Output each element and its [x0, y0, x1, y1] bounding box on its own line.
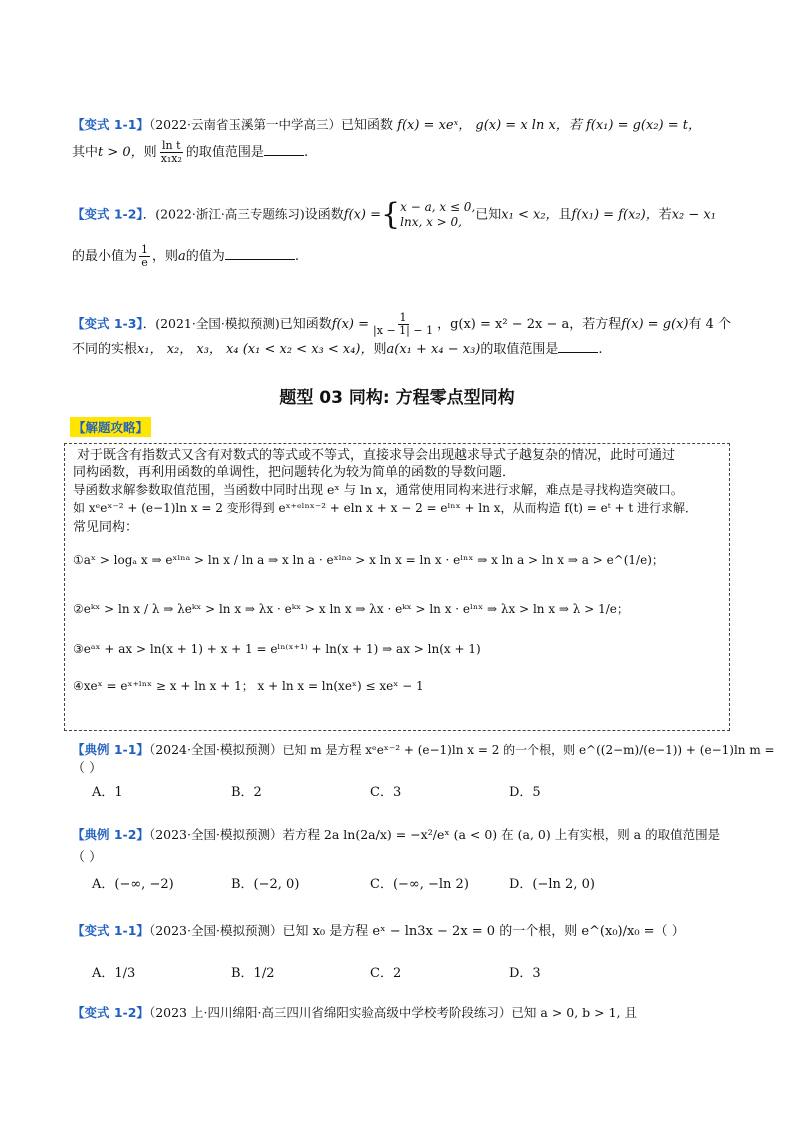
option-a[interactable]: A．1 [92, 785, 123, 800]
problem-label: 【变式 1-1】 [72, 117, 149, 132]
problem-text: 已知 x₀ 是方程 eˣ − ln3x − 2x = 0 的一个根，则 e^(x₀)/x₀ =（ ） [282, 924, 685, 939]
section-heading: 题型 03 同构: 方程零点型同构 [279, 388, 515, 408]
problem-source: ．(2022·浙江·高三专题练习) [142, 206, 305, 222]
problem-text: 若 [658, 207, 672, 223]
problem-variant-1-1-line2 [72, 140, 308, 165]
option-a[interactable]: A．1/3 [92, 966, 136, 981]
math-expr: f(x₁) = g(x₂) = t， [585, 118, 701, 133]
problem-variant-1-2-line1 [72, 197, 716, 232]
isomorphism-formula-4: ④xeˣ = eˣ⁺ˡⁿˣ ≥ x + ln x + 1； x + ln x = ln(xeˣ) ≤ xeˣ − 1 [73, 679, 424, 693]
problem-text: . [294, 249, 299, 264]
problem-label: 【变式 1-2】 [72, 206, 143, 222]
problem-label: 【变式 1-1】 [72, 923, 149, 938]
strategy-text-line: 常见同构： [73, 520, 139, 535]
fraction-numerator: 1 [141, 243, 149, 256]
problem-text: 的最小值为 [72, 249, 138, 264]
problem-label: 【典例 1-2】 [72, 827, 149, 842]
answer-paren: （ ） [72, 761, 103, 776]
problem-variant-1-2-line2 [72, 244, 299, 269]
option-d[interactable]: D．3 [509, 966, 541, 981]
answer-blank [558, 340, 598, 353]
problem-text: 已知函数 [340, 118, 393, 133]
strategy-text-line: 同构函数，再利用函数的单调性，把问题转化为较为简单的函数的导数问题． [73, 465, 516, 480]
problem-text: 已知 m 是方程 xᵉeˣ⁻² + (e−1)ln x = 2 的一个根，则 e^((2−m)/(e−1)) + (e−1)ln m = [282, 743, 775, 757]
option-c[interactable]: C．2 [370, 966, 402, 981]
option-c[interactable]: C．3 [370, 785, 402, 800]
problem-text: 的取值范围是 [185, 145, 264, 160]
problem-text: . [303, 145, 309, 160]
problem-text: 已知函数 [279, 317, 332, 332]
strategy-text-line: 对于既含有指数式又含有对数式的等式或不等式，直接求导会出现越求导式子越复杂的情况，此时可通过 [77, 448, 676, 463]
isomorphism-formula-3: ③eᵃˣ + ax > ln(x + 1) + x + 1 = eˡⁿ⁽ˣ⁺¹⁾ + ln(x + 1) ⇒ ax > ln(x + 1) [73, 642, 481, 656]
math-expr: f(x) = [331, 317, 370, 332]
answer-paren: （ ） [72, 850, 103, 865]
math-expr: f(x) = xeˣ， [397, 118, 472, 133]
problem-text: 已知 [475, 207, 502, 223]
problem-text: . [598, 342, 603, 357]
fraction-denominator: x₁x₂ [160, 152, 182, 165]
option-c[interactable]: C．(−∞, −ln 2) [370, 877, 469, 892]
problem-source: ．(2021·全国·模拟预测) [142, 316, 280, 331]
example-1-2-line1 [72, 826, 720, 844]
strategy-formula-line: 如 xᵉeˣ⁻² + (e−1)ln x = 2 变形得到 eˣ⁺ᵉˡⁿˣ⁻² + eln x + x − 2 = eˡⁿˣ + ln x，从而构造 f(t) = eᵗ + t 进行求解． [73, 501, 698, 515]
math-expr: x₂ − x₁ [671, 207, 716, 223]
strategy-box [64, 443, 730, 731]
options-row [92, 962, 648, 981]
options-row [92, 873, 648, 892]
fraction-denominator: |x − 1| − 1 [373, 324, 434, 337]
problem-text: 设函数 [304, 207, 344, 223]
math-expr: f(x) = [343, 207, 382, 223]
options-row [92, 781, 648, 800]
problem-variant-1-1b-line1 [72, 922, 685, 941]
example-1-1-line1 [72, 741, 775, 759]
problem-text: 若方程 2a ln(2a/x) = −x²/eˣ (a < 0) 在 (a, 0) 上有实根，则 a 的取值范围是 [282, 827, 721, 842]
answer-blank [225, 247, 295, 260]
option-b[interactable]: B．1/2 [231, 966, 275, 981]
math-expr: ，g(x) = x² − 2x − a，若方程 [437, 317, 622, 332]
option-b[interactable]: B．2 [231, 785, 262, 800]
piecewise-cases [400, 200, 475, 230]
fraction-numerator: ln t [162, 139, 181, 152]
math-expr: x₁ < x₂， [501, 207, 559, 223]
fraction-numerator: 1 [399, 311, 407, 324]
option-b[interactable]: B．(−2, 0) [231, 877, 300, 892]
problem-label: 【典例 1-1】 [72, 742, 149, 757]
strategy-text-line: 导函数求解参数取值范围，当函数中同时出现 eˣ 与 ln x，通常使用同构来进行求解，难点是寻找构造突破口。 [73, 482, 684, 497]
problem-variant-1-3-line2 [72, 340, 603, 359]
strategy-tag: 【解题攻略】 [70, 417, 151, 437]
problem-text: 有 4 个 [688, 317, 732, 332]
problem-text: 其中 [72, 145, 99, 160]
problem-source: （2023·全国·模拟预测） [148, 827, 283, 842]
answer-blank [264, 143, 304, 156]
fraction [159, 140, 184, 165]
math-expr: a [178, 249, 186, 264]
case-line: lnx, x > 0, [400, 215, 462, 229]
problem-variant-1-1-line1 [72, 116, 701, 135]
problem-text: ，则 [152, 249, 179, 264]
problem-source: （2024·全国·模拟预测） [148, 742, 283, 757]
problem-variant-1-2b-line1 [72, 1004, 637, 1022]
fraction [371, 312, 435, 337]
math-expr: a(x₁ + x₄ − x₃) [386, 342, 481, 357]
isomorphism-formula-2: ②eᵏˣ > ln x / λ ⇒ λeᵏˣ > ln x ⇒ λx · eᵏˣ > x ln x ⇒ λx · eᵏˣ > ln x · eˡⁿˣ ⇒ λx > ln x ⇒ λ > 1/e； [73, 602, 629, 616]
math-expr: x₁， x₂， x₃， x₄ (x₁ < x₂ < x₃ < x₄)， [137, 342, 374, 357]
problem-variant-1-3-line1 [72, 312, 731, 337]
problem-text: 的值为 [185, 249, 225, 264]
problem-text: 不同的实根 [72, 342, 138, 357]
problem-source: （2023·全国·模拟预测） [148, 923, 283, 938]
math-expr: t > 0， [98, 145, 144, 160]
math-expr: g(x) = x ln x，若 [475, 118, 582, 133]
math-expr: f(x) = g(x) [621, 317, 689, 332]
math-expr: f(x₁) = f(x₂)， [571, 207, 659, 223]
brace-symbol: { [381, 197, 401, 232]
fraction-denominator: e [141, 256, 148, 269]
problem-text: 则 [373, 342, 387, 357]
problem-text: 且 [558, 207, 572, 223]
problem-label: 【变式 1-3】 [72, 316, 143, 331]
case-line: x − a, x ≤ 0, [400, 200, 476, 214]
option-a[interactable]: A．(−∞, −2) [92, 877, 174, 892]
problem-label: 【变式 1-2】 [72, 1005, 149, 1020]
fraction [139, 244, 150, 269]
problem-text: 的取值范围是 [480, 342, 559, 357]
isomorphism-formula-1: ①aˣ > logₐ x ⇒ eˣˡⁿᵃ > ln x / ln a ⇒ x ln a · eˣˡⁿᵃ > x ln x = ln x · eˡⁿˣ ⇒ x ln a > ln x ⇒ a > e^(1/e)； [73, 553, 664, 567]
problem-text: 已知 a > 0, b > 1, 且 [511, 1005, 637, 1020]
option-d[interactable]: D．5 [509, 785, 541, 800]
problem-source: （2022·云南省玉溪第一中学高三） [148, 117, 341, 132]
problem-source: （2023 上·四川绵阳·高三四川省绵阳实验高级中学校考阶段练习） [148, 1005, 512, 1020]
option-d[interactable]: D．(−ln 2, 0) [509, 877, 595, 892]
problem-text: 则 [143, 145, 157, 160]
